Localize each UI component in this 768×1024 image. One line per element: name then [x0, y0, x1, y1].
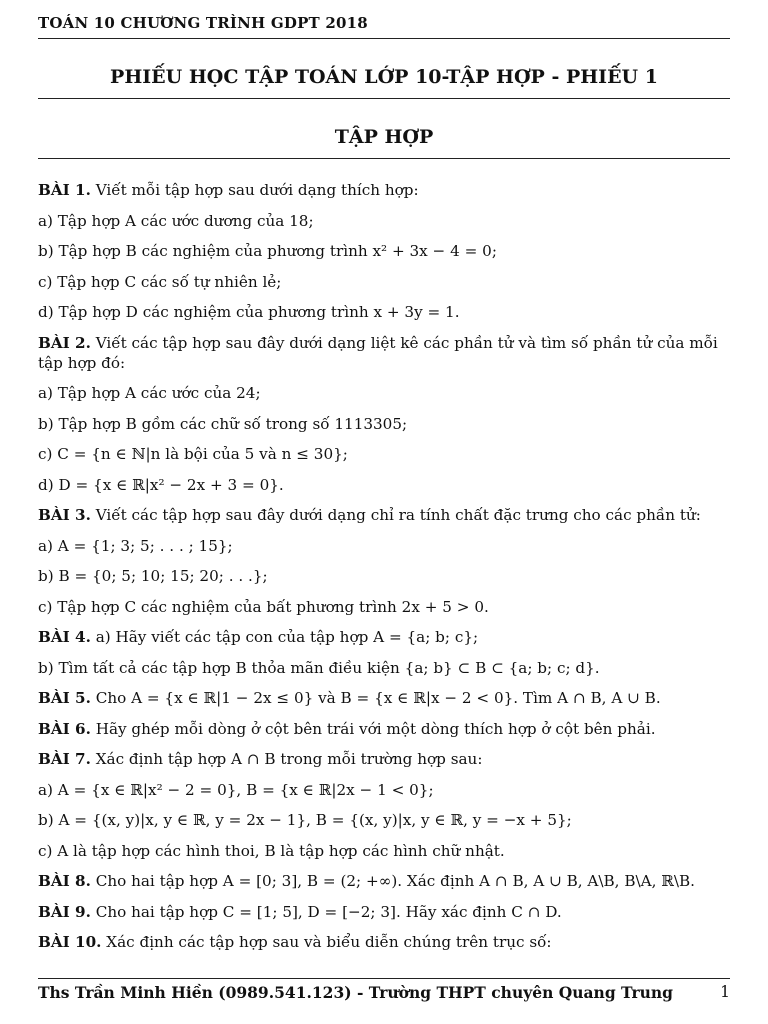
exercise-text: c) Tập hợp C các số tự nhiên lẻ; — [38, 272, 282, 291]
header-rule — [38, 38, 730, 39]
exercise-label: BÀI 7. — [38, 750, 91, 768]
exercise-item — [38, 272, 730, 292]
exercise-heading — [38, 902, 730, 922]
exercise-label: BÀI 5. — [38, 689, 91, 707]
exercise-label: BÀI 3. — [38, 506, 91, 524]
exercise-item — [38, 841, 730, 861]
exercise-text: b) Tập hợp B các nghiệm của phương trình x² + 3x − 4 = 0; — [38, 242, 497, 260]
exercise-label: BÀI 1. — [38, 181, 91, 199]
exercise-text: b) A = {(x, y)|x, y ∈ ℝ, y = 2x − 1}, B = {(x, y)|x, y ∈ ℝ, y = −x + 5}; — [38, 811, 572, 829]
exercise-item — [38, 475, 730, 495]
footer — [38, 983, 730, 1002]
exercise-text: Cho hai tập hợp A = [0; 3], B = (2; +∞). Xác định A ∩ B, A ∪ B, A\B, B\A, ℝ\B. — [95, 872, 695, 890]
exercise-text: b) Tập hợp B gồm các chữ số trong số 1113305; — [38, 414, 408, 433]
title-rule — [38, 98, 730, 99]
footer-rule — [38, 978, 730, 979]
exercise-text: a) A = {x ∈ ℝ|x² − 2 = 0}, B = {x ∈ ℝ|2x − 1 < 0}; — [38, 780, 434, 799]
exercise-text: Cho A = {x ∈ ℝ|1 − 2x ≤ 0} và B = {x ∈ ℝ|x − 2 < 0}. Tìm A ∩ B, A ∪ B. — [95, 689, 661, 707]
page-number: 1 — [720, 983, 730, 1001]
exercise-heading — [38, 932, 730, 952]
exercise-heading — [38, 180, 730, 200]
exercise-text: b) B = {0; 5; 10; 15; 20; . . .}; — [38, 567, 268, 585]
exercise-label: BÀI 8. — [38, 872, 91, 890]
exercise-text: d) D = {x ∈ ℝ|x² − 2x + 3 = 0}. — [38, 475, 284, 494]
exercise-item — [38, 414, 730, 434]
exercise-heading — [38, 627, 730, 647]
exercise-text: d) Tập hợp D các nghiệm của phương trình x + 3y = 1. — [38, 303, 460, 321]
exercise-heading — [38, 505, 730, 525]
exercise-list — [38, 180, 730, 952]
exercise-label: BÀI 6. — [38, 719, 91, 738]
worksheet-title: PHIẾU HỌC TẬP TOÁN LỚP 10-TẬP HỢP - PHIẾU 1 — [110, 66, 658, 88]
exercise-heading — [38, 333, 730, 373]
exercise-label: BÀI 9. — [38, 902, 91, 921]
exercise-text: c) C = {n ∈ ℕ|n là bội của 5 và n ≤ 30}; — [38, 445, 348, 463]
exercise-text: c) A là tập hợp các hình thoi, B là tập hợp các hình chữ nhật. — [38, 841, 505, 860]
exercise-text: a) Tập hợp A các ước của 24; — [38, 384, 261, 402]
exercise-text: Hãy ghép mỗi dòng ở cột bên trái với một dòng thích hợp ở cột bên phải. — [95, 719, 656, 738]
exercise-text: a) Hãy viết các tập con của tập hợp A = {a; b; c}; — [95, 628, 479, 646]
exercise-text: Xác định các tập hợp sau và biểu diễn chúng trên trục số: — [106, 933, 552, 951]
course-header: TOÁN 10 CHƯƠNG TRÌNH GDPT 2018 — [38, 14, 368, 32]
exercise-text: Xác định tập hợp A ∩ B trong mỗi trường hợp sau: — [95, 750, 483, 768]
exercise-item — [38, 211, 730, 231]
exercise-text: Viết các tập hợp sau đây dưới dạng chỉ ra tính chất đặc trưng cho các phần tử: — [95, 506, 701, 524]
exercise-item — [38, 597, 730, 617]
exercise-heading — [38, 749, 730, 769]
exercise-item — [38, 536, 730, 556]
exercise-heading — [38, 719, 730, 739]
exercise-label: BÀI 10. — [38, 933, 102, 951]
footer-author: Ths Trần Minh Hiền (0989.541.123) - Trường THPT chuyên Quang Trung — [38, 983, 674, 1002]
exercise-text: c) Tập hợp C các nghiệm của bất phương trình 2x + 5 > 0. — [38, 597, 489, 616]
exercise-text: a) A = {1; 3; 5; . . . ; 15}; — [38, 536, 233, 555]
exercise-label: BÀI 2. — [38, 333, 91, 352]
exercise-item — [38, 810, 730, 830]
exercise-text: Viết các tập hợp sau đây dưới dạng liệt kê các phần tử và tìm số phần tử của mỗi tập hợp đó: — [38, 333, 718, 372]
exercise-heading — [38, 871, 730, 891]
exercise-text: a) Tập hợp A các ước dương của 18; — [38, 211, 314, 230]
exercise-heading — [38, 688, 730, 708]
exercise-item — [38, 780, 730, 800]
exercise-label: BÀI 4. — [38, 628, 91, 646]
exercise-item — [38, 302, 730, 322]
exercise-item — [38, 383, 730, 403]
exercise-item — [38, 241, 730, 261]
exercise-item — [38, 658, 730, 678]
exercise-text: Viết mỗi tập hợp sau dưới dạng thích hợp: — [95, 181, 419, 199]
exercise-text: Cho hai tập hợp C = [1; 5], D = [−2; 3]. Hãy xác định C ∩ D. — [95, 902, 562, 921]
exercise-item — [38, 566, 730, 586]
section-title: TẬP HỢP — [334, 126, 434, 148]
exercise-item — [38, 444, 730, 464]
exercise-text: b) Tìm tất cả các tập hợp B thỏa mãn điều kiện {a; b} ⊂ B ⊂ {a; b; c; d}. — [38, 658, 600, 677]
section-rule — [38, 158, 730, 159]
